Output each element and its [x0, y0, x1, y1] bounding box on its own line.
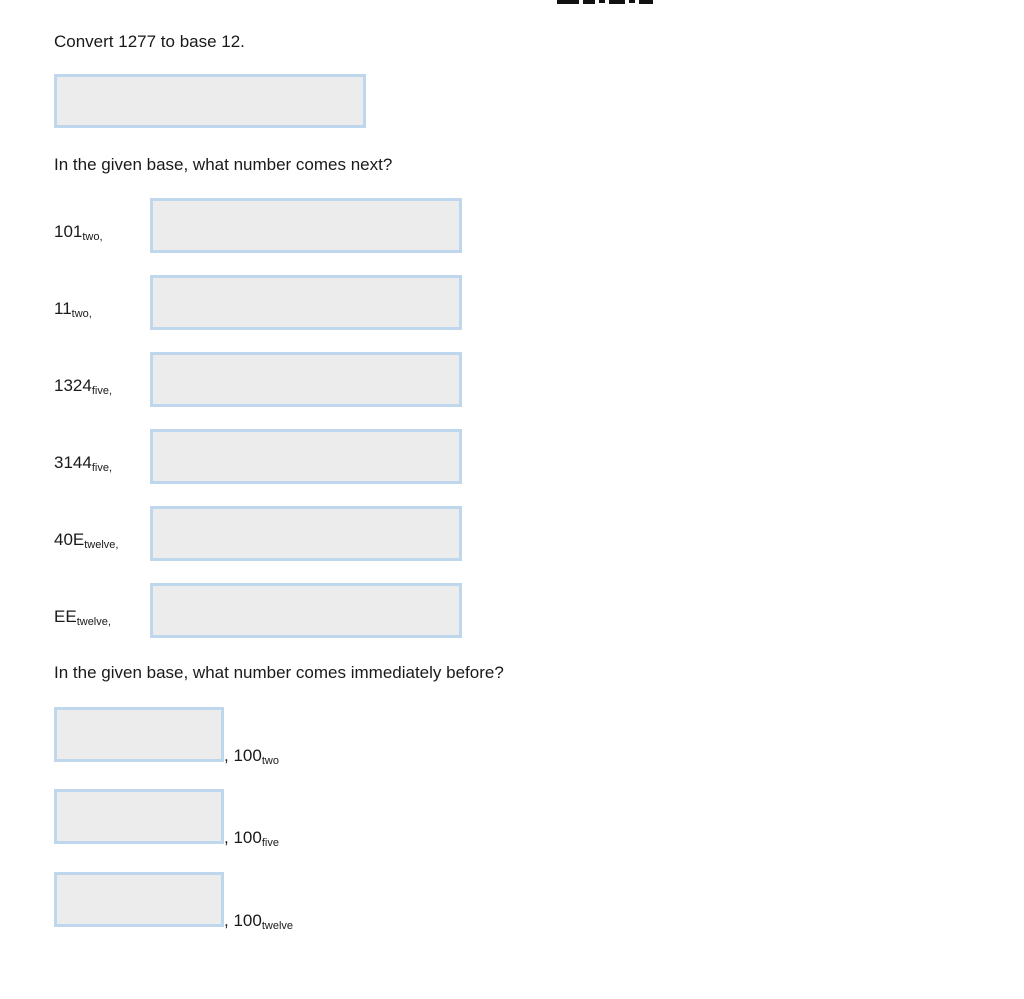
next-item-base-5: twelve, — [84, 539, 119, 551]
before-item-base-3: twelve — [261, 920, 294, 932]
before-item-input-1[interactable] — [54, 707, 224, 762]
convert-answer-input[interactable] — [54, 74, 366, 128]
next-item-number-4: 3144 — [54, 453, 92, 472]
before-item-label-1 — [224, 746, 279, 766]
before-item-number-1: 100 — [233, 746, 262, 765]
next-item-base-3: five, — [91, 385, 113, 397]
before-item-number-2: 100 — [233, 828, 262, 847]
next-item-input-4[interactable] — [150, 429, 462, 484]
before-item-input-3[interactable] — [54, 872, 224, 927]
next-item-input-1[interactable] — [150, 198, 462, 253]
next-item-label-1 — [54, 222, 103, 242]
next-item-label-2 — [54, 299, 92, 319]
before-item-input-2[interactable] — [54, 789, 224, 844]
next-item-label-5 — [54, 530, 119, 550]
next-item-input-6[interactable] — [150, 583, 462, 638]
next-item-number-1: 101 — [54, 222, 83, 241]
qr-code-fragment — [557, 0, 657, 5]
next-item-input-2[interactable] — [150, 275, 462, 330]
before-item-prefix-3: , — [224, 911, 234, 930]
next-item-number-6: EE — [54, 607, 77, 626]
next-item-input-3[interactable] — [150, 352, 462, 407]
next-item-number-2: 11 — [54, 299, 72, 318]
before-item-number-3: 100 — [233, 911, 262, 930]
next-item-number-5: 40E — [54, 530, 85, 549]
before-number-heading: In the given base, what number comes immediately before? — [54, 663, 504, 682]
next-item-base-1: two, — [82, 231, 103, 243]
next-item-input-5[interactable] — [150, 506, 462, 561]
before-item-prefix-2: , — [224, 828, 234, 847]
next-item-label-6 — [54, 607, 111, 627]
next-number-heading: In the given base, what number comes next? — [54, 155, 393, 174]
before-item-label-2 — [224, 828, 279, 848]
before-item-base-2: five — [261, 837, 279, 849]
before-item-prefix-1: , — [224, 746, 234, 765]
next-item-label-3 — [54, 376, 112, 396]
before-item-base-1: two — [261, 755, 279, 767]
next-item-base-6: twelve, — [76, 616, 111, 628]
next-item-label-4 — [54, 453, 112, 473]
next-item-base-4: five, — [91, 462, 113, 474]
next-item-base-2: two, — [71, 308, 92, 320]
question-convert-prompt: Convert 1277 to base 12. — [54, 32, 245, 51]
before-item-label-3 — [224, 911, 293, 931]
next-item-number-3: 1324 — [54, 376, 92, 395]
